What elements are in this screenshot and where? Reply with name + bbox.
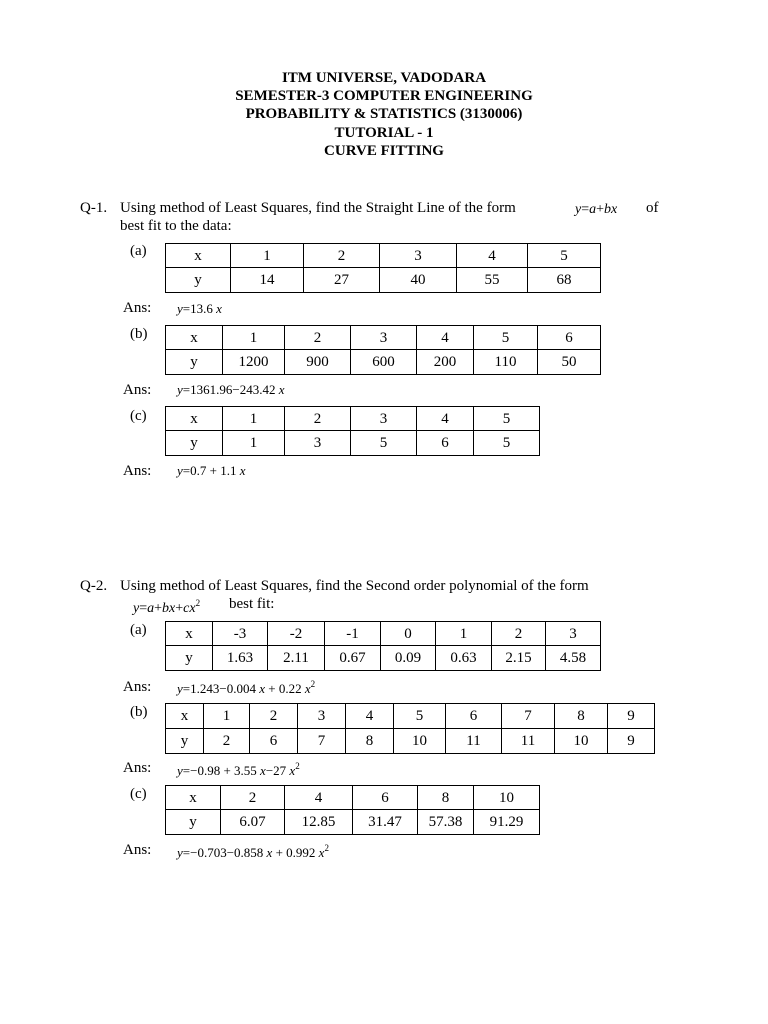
q1c-label: (c) xyxy=(130,408,147,424)
table-cell: x xyxy=(166,786,221,810)
table-cell: 11 xyxy=(502,729,555,754)
q1c-answer: y=0.7 + 1.1 x xyxy=(177,463,246,478)
q2-text-line1: Using method of Least Squares, find the Second order polynomial of the form xyxy=(120,578,589,594)
table-cell: 8 xyxy=(555,704,608,729)
q1a-ans-label: Ans: xyxy=(123,300,152,316)
table-cell: 3 xyxy=(351,326,417,350)
table-cell: 4 xyxy=(457,244,528,268)
q2c-answer: y=−0.703−0.858 x + 0.992 $x^2$ xyxy=(177,843,329,860)
table-cell: 6 xyxy=(446,704,502,729)
semester-title: SEMESTER-3 COMPUTER ENGINEERING xyxy=(235,88,533,105)
table-cell: 8 xyxy=(418,786,474,810)
table-cell: 2 xyxy=(250,704,298,729)
q1c-table xyxy=(165,406,540,456)
table-cell: x xyxy=(166,622,213,646)
table-cell: y xyxy=(166,729,204,754)
q1a-label: (a) xyxy=(130,243,147,259)
table-cell: 5 xyxy=(474,431,540,456)
table-cell: y xyxy=(166,268,231,293)
table-row xyxy=(166,622,601,646)
table-cell: 0 xyxy=(381,622,436,646)
table-cell: 11 xyxy=(446,729,502,754)
q1c-ans-label: Ans: xyxy=(123,463,152,479)
table-row xyxy=(166,350,601,375)
table-cell: x xyxy=(166,407,223,431)
table-cell: 7 xyxy=(502,704,555,729)
q1-text-line2: best fit to the data: xyxy=(120,218,232,234)
q2a-ans-label: Ans: xyxy=(123,679,152,695)
table-cell: 5 xyxy=(351,431,417,456)
table-cell: 3 xyxy=(351,407,417,431)
table-cell: 2 xyxy=(285,326,351,350)
table-row xyxy=(166,786,540,810)
table-cell: y xyxy=(166,431,223,456)
q2a-label: (a) xyxy=(130,622,147,638)
table-cell: x xyxy=(166,704,204,729)
table-cell: 6 xyxy=(250,729,298,754)
table-cell: 55 xyxy=(457,268,528,293)
q1b-table xyxy=(165,325,601,375)
table-cell: 4 xyxy=(285,786,353,810)
q1b-label: (b) xyxy=(130,326,148,342)
table-row xyxy=(166,810,540,835)
table-cell: 1 xyxy=(204,704,250,729)
q2-number: Q-2. xyxy=(80,578,108,594)
table-cell: 14 xyxy=(231,268,304,293)
table-row xyxy=(166,729,655,754)
table-cell: 1.63 xyxy=(213,646,268,671)
table-cell: 6.07 xyxy=(221,810,285,835)
table-cell: 5 xyxy=(474,407,540,431)
table-cell: 1200 xyxy=(223,350,285,375)
table-cell: 5 xyxy=(528,244,601,268)
document-header xyxy=(0,69,768,160)
q1-text-line1: Using method of Least Squares, find the Straight Line of the form xyxy=(120,200,516,216)
q2b-label: (b) xyxy=(130,704,148,720)
table-cell: 3 xyxy=(285,431,351,456)
table-cell: 5 xyxy=(394,704,446,729)
table-row xyxy=(166,704,655,729)
table-row xyxy=(166,646,601,671)
table-cell: 2.11 xyxy=(268,646,325,671)
table-cell: 1 xyxy=(223,407,285,431)
table-row xyxy=(166,268,601,293)
q1a-table xyxy=(165,243,601,293)
table-row xyxy=(166,431,540,456)
table-cell: 68 xyxy=(528,268,601,293)
table-cell: 91.29 xyxy=(474,810,540,835)
table-cell: -3 xyxy=(213,622,268,646)
table-cell: 2 xyxy=(221,786,285,810)
q2a-answer: y=1.243−0.004 x + 0.22 $x^2$ xyxy=(177,679,316,696)
table-cell: 2 xyxy=(492,622,546,646)
table-cell: 5 xyxy=(474,326,538,350)
table-cell: 6 xyxy=(538,326,601,350)
q2c-ans-label: Ans: xyxy=(123,842,152,858)
table-cell: y xyxy=(166,810,221,835)
table-cell: 200 xyxy=(417,350,474,375)
table-row xyxy=(166,407,540,431)
table-cell: 0.67 xyxy=(325,646,381,671)
q2c-table xyxy=(165,785,540,835)
table-cell: 6 xyxy=(353,786,418,810)
table-cell: 0.63 xyxy=(436,646,492,671)
q1b-ans-label: Ans: xyxy=(123,382,152,398)
q1a-answer: y=13.6 x xyxy=(177,301,222,316)
university-name: ITM UNIVERSE, VADODARA xyxy=(281,70,487,86)
table-cell: x xyxy=(166,244,231,268)
q2-text-best: best fit: xyxy=(229,596,275,612)
table-cell: 2 xyxy=(285,407,351,431)
table-cell: 27 xyxy=(304,268,380,293)
table-cell: 0.09 xyxy=(381,646,436,671)
tutorial-title: TUTORIAL - 1 xyxy=(334,124,434,141)
q2b-table xyxy=(165,703,655,754)
table-cell: -2 xyxy=(268,622,325,646)
table-row xyxy=(166,326,601,350)
q1-text-of: of xyxy=(646,200,659,216)
table-cell: 4 xyxy=(346,704,394,729)
table-cell: 1 xyxy=(223,326,285,350)
table-cell: 7 xyxy=(298,729,346,754)
table-cell: 110 xyxy=(474,350,538,375)
table-cell: 4 xyxy=(417,407,474,431)
table-cell: 40 xyxy=(380,268,457,293)
table-cell: 4.58 xyxy=(546,646,601,671)
table-cell: 900 xyxy=(285,350,351,375)
table-cell: 2 xyxy=(304,244,380,268)
q2-form: $y=a+bx+cx^2$ xyxy=(133,598,201,616)
q2b-answer: y=−0.98 + 3.55 x−27 $x^2$ xyxy=(177,761,300,778)
table-cell: 9 xyxy=(608,704,655,729)
table-cell: 2 xyxy=(204,729,250,754)
table-cell: 2.15 xyxy=(492,646,546,671)
table-cell: y xyxy=(166,646,213,671)
table-cell: x xyxy=(166,326,223,350)
table-cell: 57.38 xyxy=(418,810,474,835)
table-cell: 9 xyxy=(608,729,655,754)
q1-form: y=a+bx xyxy=(575,202,618,217)
table-row xyxy=(166,244,601,268)
q2b-ans-label: Ans: xyxy=(123,760,152,776)
table-cell: 12.85 xyxy=(285,810,353,835)
table-cell: 10 xyxy=(474,786,540,810)
table-cell: 31.47 xyxy=(353,810,418,835)
q2a-table xyxy=(165,621,601,671)
q1-number: Q-1. xyxy=(80,200,108,216)
table-cell: 3 xyxy=(298,704,346,729)
course-title: PROBABILITY & STATISTICS (3130006) xyxy=(245,106,523,123)
topic-title: CURVE FITTING xyxy=(324,142,444,159)
table-cell: 1 xyxy=(223,431,285,456)
table-cell: 10 xyxy=(394,729,446,754)
table-cell: 10 xyxy=(555,729,608,754)
table-cell: 4 xyxy=(417,326,474,350)
table-cell: 3 xyxy=(546,622,601,646)
q2c-label: (c) xyxy=(130,786,147,802)
q1b-answer: y=1361.96−243.42 x xyxy=(177,382,285,397)
table-cell: 6 xyxy=(417,431,474,456)
table-cell: 8 xyxy=(346,729,394,754)
table-cell: 600 xyxy=(351,350,417,375)
table-cell: 3 xyxy=(380,244,457,268)
table-cell: 1 xyxy=(231,244,304,268)
table-cell: 50 xyxy=(538,350,601,375)
table-cell: 1 xyxy=(436,622,492,646)
table-cell: y xyxy=(166,350,223,375)
table-cell: -1 xyxy=(325,622,381,646)
